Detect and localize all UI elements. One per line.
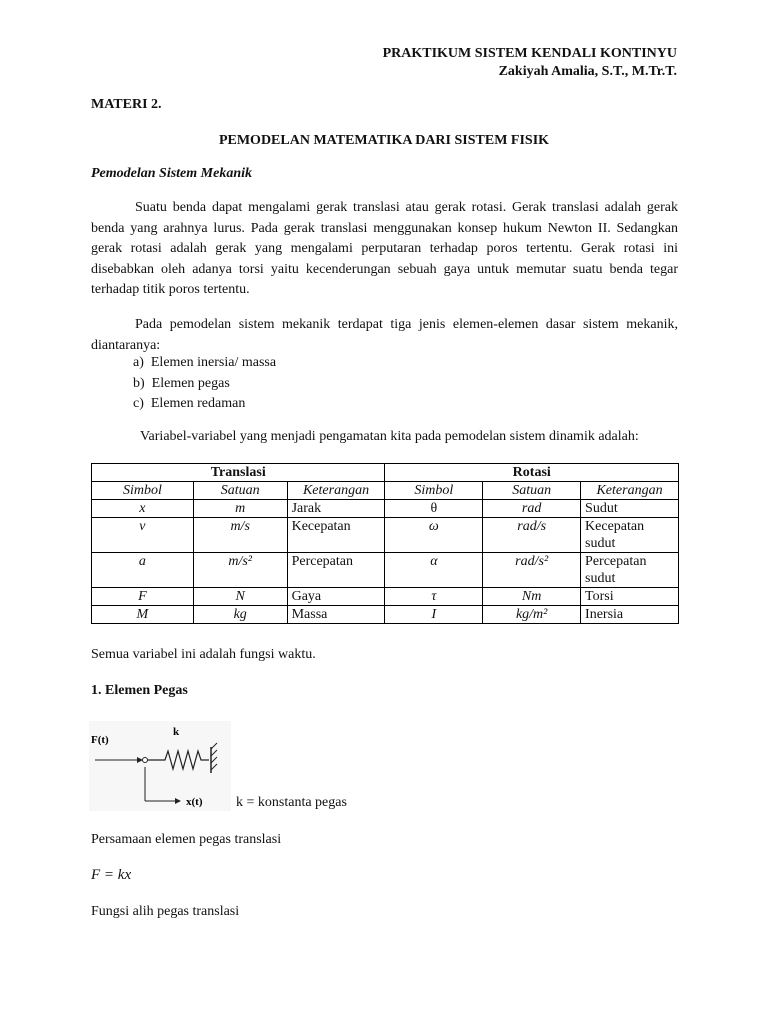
cell: F bbox=[92, 588, 194, 606]
table-row bbox=[92, 500, 679, 518]
list-item: c) Elemen redaman bbox=[133, 396, 246, 411]
cell: kg bbox=[193, 606, 287, 624]
cell: Inersia bbox=[581, 606, 679, 624]
cell: m/s² bbox=[193, 553, 287, 588]
group-rotasi: Rotasi bbox=[385, 464, 679, 482]
cell: ω bbox=[385, 518, 483, 553]
spring-icon bbox=[148, 751, 210, 769]
variables-intro: Variabel-variabel yang menjadi pengamatan kita pada pemodelan sistem dinamik adalah: bbox=[140, 429, 639, 444]
cell: Sudut bbox=[581, 500, 679, 518]
arrowhead-icon bbox=[175, 798, 181, 804]
cell: N bbox=[193, 588, 287, 606]
cell: rad bbox=[483, 500, 581, 518]
group-translasi: Translasi bbox=[92, 464, 385, 482]
column-header-row bbox=[92, 482, 679, 500]
cell: Kecepatan sudut bbox=[581, 518, 679, 553]
table-row bbox=[92, 606, 679, 624]
elements-list bbox=[133, 353, 276, 415]
wall-hatch-icon bbox=[211, 757, 217, 763]
equation-label: Persamaan elemen pegas translasi bbox=[91, 832, 282, 847]
list-item: a) Elemen inersia/ massa bbox=[133, 355, 277, 370]
cell: Torsi bbox=[581, 588, 679, 606]
cell: Percepatan bbox=[287, 553, 385, 588]
group-header-row bbox=[92, 464, 679, 482]
table-row bbox=[92, 553, 679, 588]
cell: m bbox=[193, 500, 287, 518]
cell: α bbox=[385, 553, 483, 588]
wall-hatch-icon bbox=[211, 743, 217, 749]
materi-label: MATERI 2. bbox=[91, 97, 162, 112]
cell: a bbox=[92, 553, 194, 588]
spring-constant-label: k bbox=[173, 726, 180, 738]
col-header: Simbol bbox=[385, 482, 483, 500]
cell: kg/m² bbox=[483, 606, 581, 624]
wall-hatch-icon bbox=[211, 750, 217, 756]
spring-diagram bbox=[89, 721, 231, 811]
cell: Jarak bbox=[287, 500, 385, 518]
cell: Nm bbox=[483, 588, 581, 606]
header-course: PRAKTIKUM SISTEM KENDALI KONTINYU bbox=[382, 46, 677, 61]
page-title: PEMODELAN MATEMATIKA DARI SISTEM FISIK bbox=[218, 133, 550, 148]
header-author: Zakiyah Amalia, S.T., M.Tr.T. bbox=[498, 64, 677, 79]
col-header: Simbol bbox=[92, 482, 194, 500]
col-header: Satuan bbox=[483, 482, 581, 500]
cell: Percepatan sudut bbox=[581, 553, 679, 588]
cell: rad/s² bbox=[483, 553, 581, 588]
cell: v bbox=[92, 518, 194, 553]
cell: Massa bbox=[287, 606, 385, 624]
cell: I bbox=[385, 606, 483, 624]
variables-table bbox=[91, 463, 679, 624]
cell: M bbox=[92, 606, 194, 624]
elements-paragraph: Pada pemodelan sistem mekanik terdapat tiga jenis elemen-elemen dasar sistem mekanik, diantaranya: bbox=[91, 317, 678, 353]
table-row bbox=[92, 588, 679, 606]
col-header: Satuan bbox=[193, 482, 287, 500]
cell: θ bbox=[385, 500, 483, 518]
force-label: F(t) bbox=[91, 734, 109, 746]
functions-note: Semua variabel ini adalah fungsi waktu. bbox=[91, 647, 316, 662]
list-item: b) Elemen pegas bbox=[133, 375, 230, 391]
heading-pegas: 1. Elemen Pegas bbox=[91, 683, 188, 698]
spring-diagram-svg bbox=[89, 721, 231, 811]
transfer-function-label: Fungsi alih pegas translasi bbox=[91, 904, 240, 919]
col-header: Keterangan bbox=[581, 482, 679, 500]
cell: Gaya bbox=[287, 588, 385, 606]
cell: m/s bbox=[193, 518, 287, 553]
displacement-label: x(t) bbox=[186, 796, 203, 808]
intro-paragraph: Suatu benda dapat mengalami gerak translasi atau gerak rotasi. Gerak translasi adalah gerak benda yang arahnya lurus. Pada gerak translasi menggunakan konsep hukum Newton II. Sedangkan gerak rotasi adalah gerak yang mengalami perputaran terhadap poros tertentu. Gerak rotasi ini disebabkan oleh adanya torsi yaitu kecenderungan sebuah gaya untuk memutar suatu benda tegar terhadap titik poros tertentu. bbox=[91, 200, 678, 297]
spring-equation: F = kx bbox=[91, 867, 132, 883]
cell: Kecepatan bbox=[287, 518, 385, 553]
table-row bbox=[92, 518, 679, 553]
node-icon bbox=[143, 758, 148, 763]
cell: x bbox=[92, 500, 194, 518]
cell: rad/s bbox=[483, 518, 581, 553]
section-heading: Pemodelan Sistem Mekanik bbox=[91, 166, 252, 181]
cell: τ bbox=[385, 588, 483, 606]
col-header: Keterangan bbox=[287, 482, 385, 500]
wall-hatch-icon bbox=[211, 764, 217, 770]
k-caption: k = konstanta pegas bbox=[236, 795, 347, 810]
